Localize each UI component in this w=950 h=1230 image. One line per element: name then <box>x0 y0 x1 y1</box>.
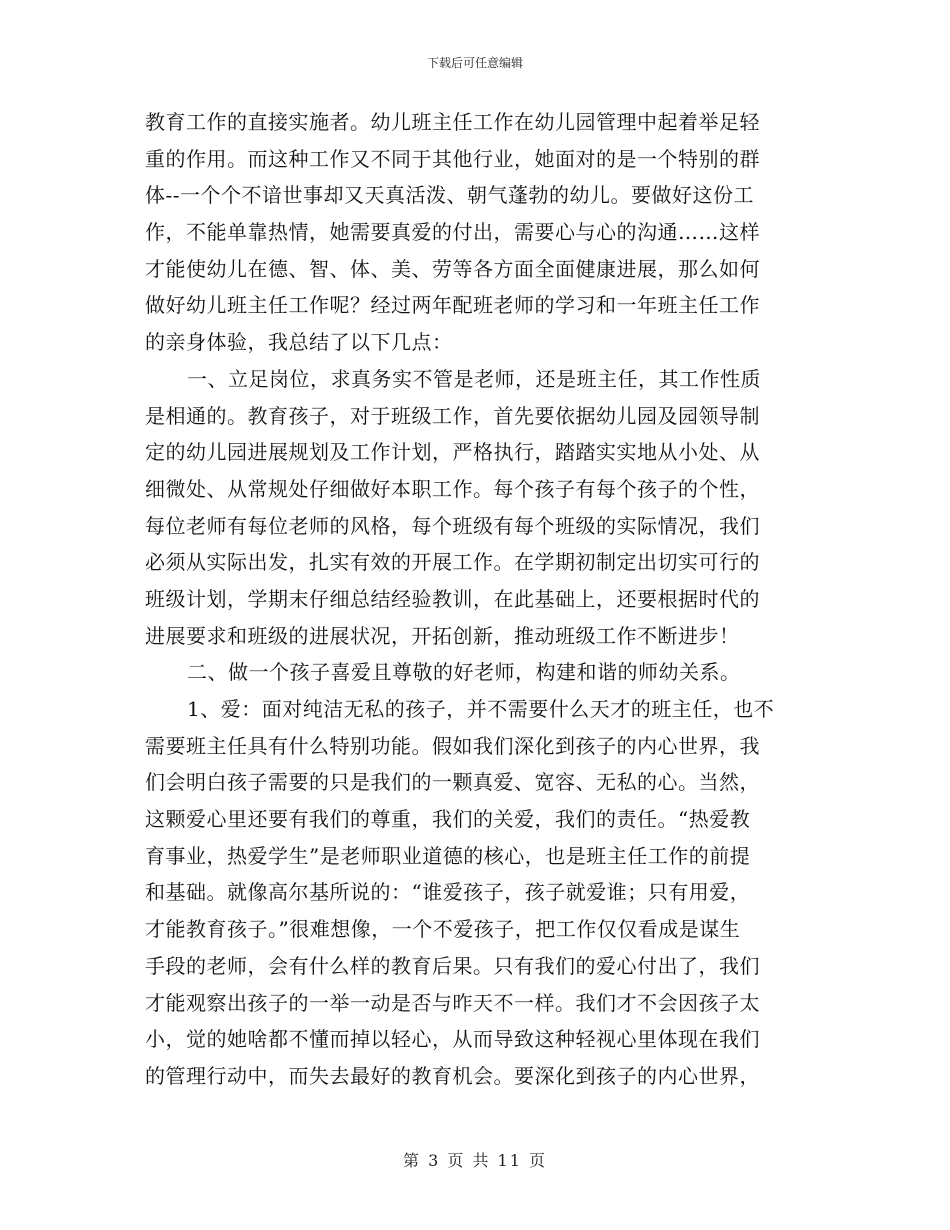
page-header: 下载后可任意编辑 <box>426 56 523 70</box>
page-footer: 第 3 页 共 11 页 <box>403 1151 547 1170</box>
section-heading-line: 二、做一个孩子喜爱且尊敬的好老师，构建和谐的师幼关系。 <box>187 660 741 685</box>
text-line: 和基础。就像高尔基所说的：“谁爱孩子，孩子就爱谁；只有用爱， <box>145 880 751 905</box>
text-line: 每位老师有每位老师的风格，每个班级有每个班级的实际情况，我们 <box>145 513 760 538</box>
text-line: 重的作用。而这种工作又不同于其他行业，她面对的是一个特别的群 <box>145 146 760 171</box>
section-heading-line: 一、立足岗位，求真务实不管是老师，还是班主任，其工作性质 <box>187 366 761 391</box>
text-line: 作，不能单靠热情，她需要真爱的付出，需要心与心的沟通……这样 <box>145 220 760 245</box>
text-line: 进展要求和班级的进展状况，开拓创新，推动班级工作不断进步！ <box>145 623 740 648</box>
text-line: 做好幼儿班主任工作呢？经过两年配班老师的学习和一年班主任工作 <box>145 293 760 318</box>
text-line: 才能使幼儿在德、智、体、美、劳等各方面全面健康进展，那么如何 <box>145 256 760 281</box>
text-line: 的亲身体验，我总结了以下几点： <box>145 330 453 355</box>
text-line: 才能观察出孩子的一举一动是否与昨天不一样。我们才不会因孩子太 <box>145 990 760 1015</box>
text-line: 需要班主任具有什么特别功能。假如我们深化到孩子的内心世界，我 <box>145 733 760 758</box>
text-line: 班级计划，学期末仔细总结经验教训，在此基础上，还要根据时代的 <box>145 586 760 611</box>
body-text <box>145 104 825 1095</box>
text-line: 细微处、从常规处仔细做好本职工作。每个孩子有每个孩子的个性， <box>145 476 760 501</box>
text-line: 小，觉的她啥都不懂而掉以轻心，从而导致这种轻视心里体现在我们 <box>145 1027 760 1052</box>
text-line: 是相通的。教育孩子，对于班级工作，首先要依据幼儿园及园领导制 <box>145 403 760 428</box>
subsection-line: 1、爱：面对纯洁无私的孩子，并不需要什么天才的班主任，也不 <box>187 697 775 721</box>
text-line: 手段的老师，会有什么样的教育后果。只有我们的爱心付出了，我们 <box>145 953 760 978</box>
text-line: 的管理行动中，而失去最好的教育机会。要深化到孩子的内心世界， <box>145 1063 760 1088</box>
text-line: 体--一个个不谙世事却又天真活泼、朝气蓬勃的幼儿。要做好这份工 <box>145 183 755 208</box>
text-line: 必须从实际出发，扎实有效的开展工作。在学期初制定出切实可行的 <box>145 550 760 575</box>
text-line: 们会明白孩子需要的只是我们的一颗真爱、宽容、无私的心。当然， <box>145 770 760 795</box>
text-line: 教育工作的直接实施者。幼儿班主任工作在幼儿园管理中起着举足轻 <box>145 110 760 134</box>
text-line: 育事业，热爱学生”是老师职业道德的核心，也是班主任工作的前提 <box>145 843 751 868</box>
text-line: 定的幼儿园进展规划及工作计划，严格执行，踏踏实实地从小处、从 <box>145 440 760 465</box>
text-line: 才能教育孩子。”很难想像，一个不爱孩子，把工作仅仅看成是谋生 <box>145 917 741 942</box>
text-line: 这颗爱心里还要有我们的尊重，我们的关爱，我们的责任。“热爱教 <box>145 807 751 832</box>
